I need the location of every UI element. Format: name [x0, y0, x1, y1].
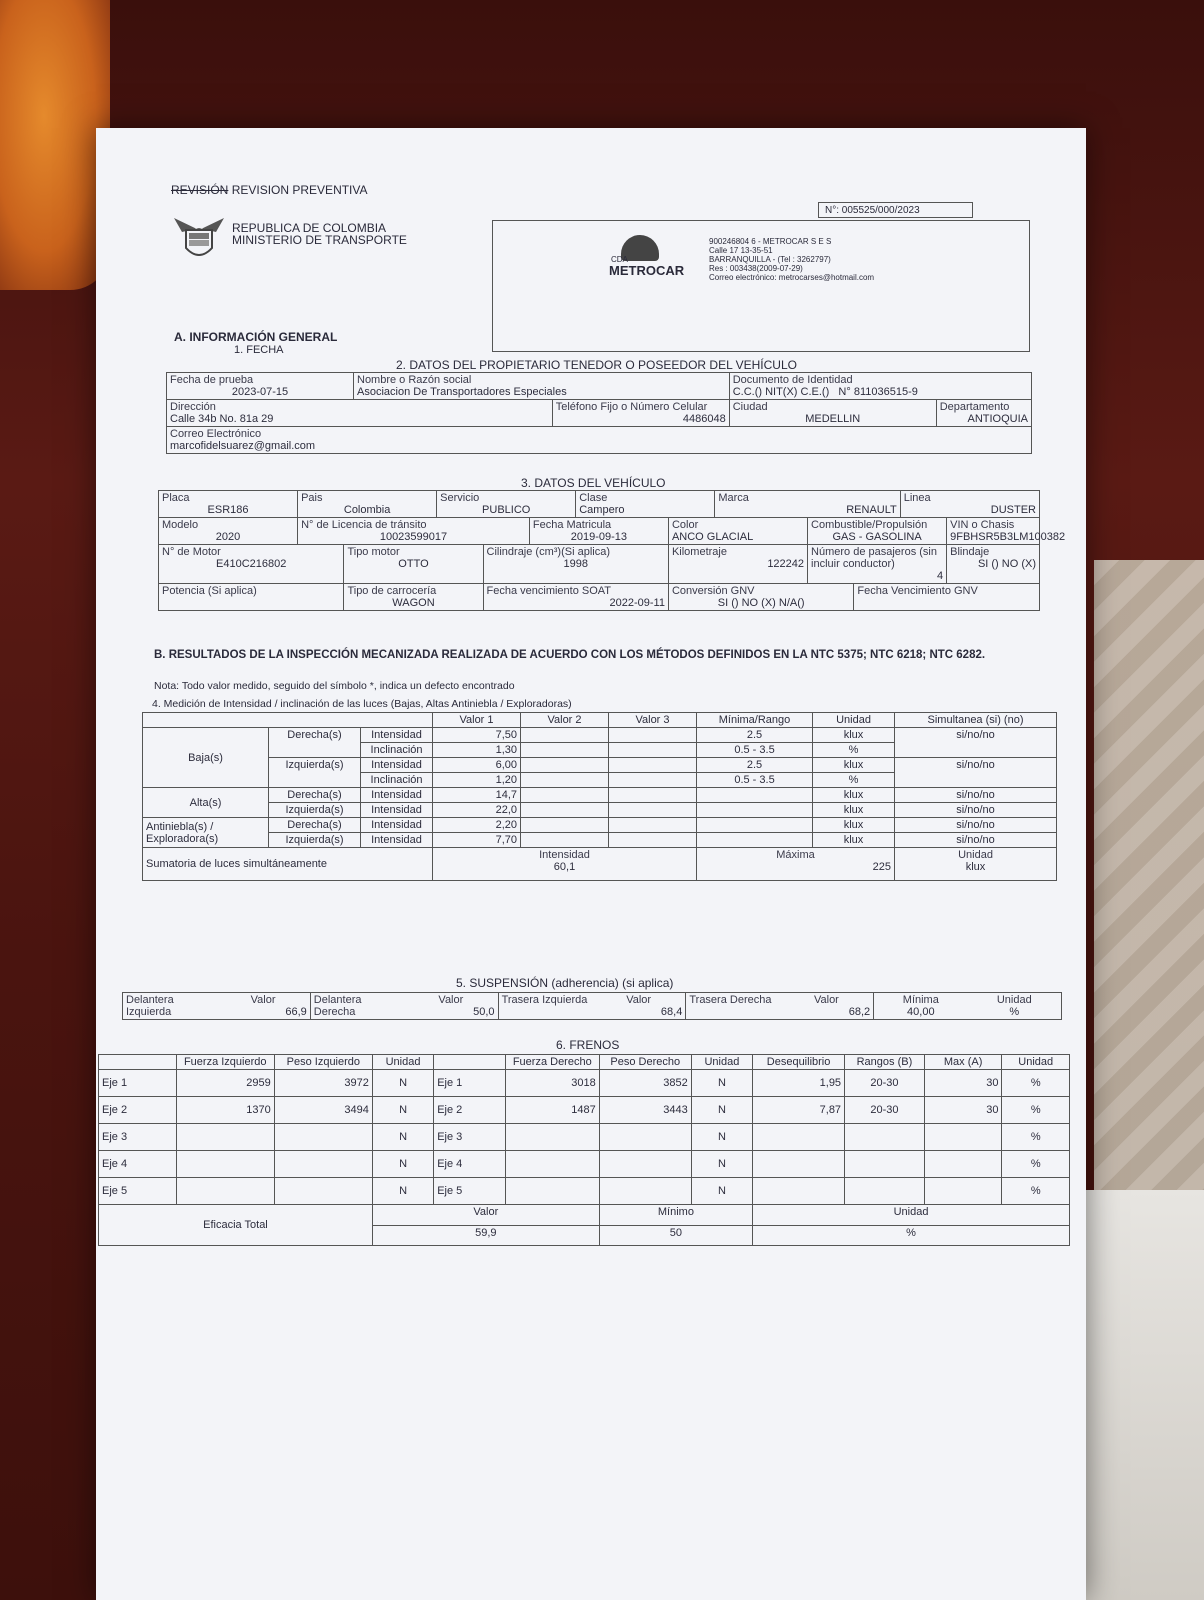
light-value: 6,00: [433, 758, 521, 773]
brake-cell-u1: N: [372, 1151, 433, 1178]
susp-min-label: Mínima: [902, 994, 939, 1006]
light-side: Derecha(s): [269, 728, 361, 758]
cilindraje-label: Cilindraje (cm³)(Si aplica): [486, 546, 610, 558]
combustible-label: Combustible/Propulsión: [811, 519, 928, 531]
gnv-label: Conversión GNV: [671, 585, 755, 597]
light-sim: si/no/no: [895, 803, 1057, 818]
frenos-header: Unidad: [1002, 1055, 1070, 1070]
light-type: Intensidad: [361, 833, 433, 848]
light-type: Inclinación: [361, 773, 433, 788]
revision-title: [171, 183, 368, 197]
brake-cell-eje2: Eje 3: [434, 1124, 506, 1151]
brake-cell-max: [924, 1178, 1002, 1205]
ministry-header: [232, 222, 407, 246]
soat-label: Fecha vencimiento SOAT: [486, 585, 612, 597]
ciudad-value: MEDELLIN: [805, 413, 861, 425]
eficacia-label: Eficacia Total: [99, 1205, 373, 1246]
brand-name: METROCAR: [609, 263, 685, 278]
modelo-value: 2020: [215, 531, 241, 543]
owner-title: 2. DATOS DEL PROPIETARIO TENEDOR O POSEEDOR DEL VEHÍCULO: [396, 358, 797, 372]
tipo-motor-label: Tipo motor: [347, 546, 400, 558]
servicio-value: PUBLICO: [482, 504, 531, 516]
doc-number: N° 811036515-9: [838, 386, 918, 398]
table-row: [143, 788, 1057, 803]
marca-label: Marca: [718, 492, 749, 504]
carroceria-value: WAGON: [392, 597, 435, 609]
light-unit: %: [813, 743, 895, 758]
brake-cell-pd: [599, 1151, 691, 1178]
light-side: Derecha(s): [269, 788, 361, 803]
vehicle-title: 3. DATOS DEL VEHÍCULO: [521, 476, 666, 490]
revision-label: REVISION PREVENTIVA: [231, 183, 368, 197]
linea-label: Linea: [903, 492, 931, 504]
susp-val-label: Valor: [626, 994, 652, 1006]
sum-int-label: Intensidad: [539, 849, 590, 861]
light-type: Intensidad: [361, 803, 433, 818]
kilometraje-label: Kilometraje: [671, 546, 727, 558]
eficacia-unit-label: Unidad: [753, 1205, 1070, 1226]
susp-label: Delantera Derecha: [313, 994, 362, 1018]
brake-cell-max: 30: [924, 1097, 1002, 1124]
lights-header: Simultanea (si) (no): [895, 713, 1057, 728]
section-a-title: A. INFORMACIÓN GENERAL: [174, 330, 338, 344]
table-row: [143, 758, 1057, 773]
table-row: [143, 848, 1057, 881]
brake-cell-pd: [599, 1178, 691, 1205]
brake-cell-eje: Eje 2: [99, 1097, 177, 1124]
tipo-motor-value: OTTO: [398, 558, 429, 570]
light-value: 1,30: [433, 743, 521, 758]
light-min: 0.5 - 3.5: [697, 743, 813, 758]
brake-cell-pd: [599, 1124, 691, 1151]
frenos-header: Fuerza Izquierdo: [176, 1055, 274, 1070]
frenos-header: Peso Izquierdo: [274, 1055, 372, 1070]
light-value: 7,50: [433, 728, 521, 743]
suspension-table: [122, 992, 1062, 1020]
brake-cell-fi: [176, 1151, 274, 1178]
susp-unit-value: %: [1009, 1006, 1020, 1018]
light-value: 22,0: [433, 803, 521, 818]
gnv-value: SI () NO (X) N/A(): [717, 597, 805, 609]
light-type: Intensidad: [361, 728, 433, 743]
cilindraje-value: 1998: [563, 558, 588, 570]
light-type: Intensidad: [361, 788, 433, 803]
fecha-matricula-label: Fecha Matricula: [532, 519, 612, 531]
lights-header: Mínima/Rango: [697, 713, 813, 728]
brake-cell-u2: N: [691, 1124, 752, 1151]
suspension-title: 5. SUSPENSIÓN (adherencia) (si aplica): [456, 976, 674, 990]
frenos-header: Max (A): [924, 1055, 1002, 1070]
company-line: Calle 17 13-35-51: [709, 246, 773, 255]
light-side: Izquierda(s): [269, 833, 361, 848]
table-row: [143, 728, 1057, 743]
republic-name: REPUBLICA DE COLOMBIA: [232, 221, 387, 235]
inspection-document: [96, 128, 1086, 1600]
frenos-table: [98, 1054, 1070, 1246]
coat-of-arms-icon: [170, 208, 228, 264]
light-value: 14,7: [433, 788, 521, 803]
brake-cell-fd: [505, 1151, 599, 1178]
marca-value: RENAULT: [846, 504, 897, 516]
brake-cell-u2: N: [691, 1097, 752, 1124]
brake-cell-max: [924, 1151, 1002, 1178]
departamento-label: Departamento: [939, 401, 1010, 413]
brake-cell-pd: 3852: [599, 1070, 691, 1097]
general-info-table: [166, 372, 1032, 454]
fecha-value: 2023-07-15: [231, 386, 289, 398]
brake-cell-u1: N: [372, 1097, 433, 1124]
light-sim: si/no/no: [895, 833, 1057, 848]
brake-cell-u2: N: [691, 1151, 752, 1178]
lights-title: 4. Medición de Intensidad / inclinación de las luces (Bajas, Altas Antiniebla / Exploradoras): [152, 698, 572, 710]
company-line: Correo electrónico: metrocarses@hotmail.com: [709, 273, 875, 282]
light-sim: si/no/no: [895, 758, 1057, 788]
fecha-title: 1. FECHA: [234, 344, 284, 356]
correo-value: marcofidelsuarez@gmail.com: [170, 440, 316, 452]
correo-label: Correo Electrónico: [170, 428, 262, 440]
placa-value: ESR186: [207, 504, 249, 516]
light-type: Intensidad: [361, 818, 433, 833]
fecha-label: Fecha de prueba: [170, 374, 254, 386]
light-type: Inclinación: [361, 743, 433, 758]
brake-cell-eje: Eje 4: [99, 1151, 177, 1178]
frenos-header: Unidad: [372, 1055, 433, 1070]
nombre-label: Nombre o Razón social: [357, 374, 472, 386]
table-row: [143, 803, 1057, 818]
light-sim: si/no/no: [895, 788, 1057, 803]
brake-cell-des: [753, 1178, 845, 1205]
brake-cell-eje: Eje 3: [99, 1124, 177, 1151]
clase-label: Clase: [579, 492, 608, 504]
sum-max-label: Máxima: [776, 849, 815, 861]
table-row: [99, 1124, 1070, 1151]
brake-cell-rango: 20-30: [845, 1070, 925, 1097]
lights-header: Valor 3: [609, 713, 697, 728]
light-min: 2.5: [697, 728, 813, 743]
pais-value: Colombia: [343, 504, 391, 516]
background-object: [0, 0, 110, 290]
vin-value: 9FBHSR5B3LM100382: [950, 531, 1066, 543]
brake-cell-fi: [176, 1124, 274, 1151]
fecha-matricula-value: 2019-09-13: [570, 531, 628, 543]
company-line: BARRANQUILLA - (Tel : 3262797): [709, 255, 831, 264]
susp-label: Trasera Derecha: [689, 994, 772, 1006]
sum-unit-label: Unidad: [958, 849, 993, 861]
light-min: 2.5: [697, 758, 813, 773]
background-surface: [1074, 1190, 1204, 1600]
brake-cell-u3: %: [1002, 1070, 1070, 1097]
brake-cell-pi: 3494: [274, 1097, 372, 1124]
light-side: Izquierda(s): [269, 758, 361, 788]
table-row: [143, 818, 1057, 833]
susp-label: Trasera Izquierda: [501, 994, 588, 1006]
frenos-header: Desequilibrio: [753, 1055, 845, 1070]
lights-table: [142, 712, 1057, 881]
table-row: [99, 1205, 1070, 1226]
sum-label: Sumatoria de luces simultáneamente: [143, 848, 433, 881]
sum-unit-value: klux: [965, 861, 986, 873]
nombre-value: Asociacion De Transportadores Especiales: [357, 386, 567, 398]
revision-strike: REVISIÓN: [171, 183, 229, 197]
table-row: [143, 833, 1057, 848]
potencia-label: Potencia (Si aplica): [162, 585, 257, 597]
susp-value: 68,4: [660, 1006, 683, 1018]
table-row: [99, 1097, 1070, 1124]
brake-cell-u1: N: [372, 1124, 433, 1151]
susp-unit-label: Unidad: [996, 994, 1032, 1006]
company-box: [492, 220, 1030, 352]
company-line: Res : 003438(2009-07-29): [709, 264, 803, 273]
background-floor: [1094, 560, 1204, 1200]
group-baja: Baja(s): [143, 728, 269, 788]
eficacia-min-value: 50: [599, 1225, 752, 1246]
sum-int-value: 60,1: [553, 861, 576, 873]
brake-cell-rango: [845, 1178, 925, 1205]
light-sim: si/no/no: [895, 728, 1057, 758]
light-value: 2,20: [433, 818, 521, 833]
lights-header: Valor 1: [433, 713, 521, 728]
light-value: 1,20: [433, 773, 521, 788]
doc-options: C.C.() NIT(X) C.E.(): [732, 386, 830, 398]
susp-val-label: Valor: [813, 994, 839, 1006]
brake-cell-eje2: Eje 2: [434, 1097, 506, 1124]
pasajeros-value: 4: [936, 570, 944, 582]
fecha-gnv-label: Fecha Vencimiento GNV: [857, 585, 978, 597]
brake-cell-max: 30: [924, 1070, 1002, 1097]
susp-label: Delantera Izquierda: [126, 994, 174, 1018]
brake-cell-fd: [505, 1124, 599, 1151]
brake-cell-fi: 1370: [176, 1097, 274, 1124]
brake-cell-u1: N: [372, 1178, 433, 1205]
company-line: 900246804 6 - METROCAR S E S: [709, 237, 832, 246]
light-unit: klux: [813, 818, 895, 833]
brake-cell-eje: Eje 5: [99, 1178, 177, 1205]
light-unit: klux: [813, 803, 895, 818]
brake-cell-des: [753, 1124, 845, 1151]
brake-cell-u3: %: [1002, 1124, 1070, 1151]
brake-cell-fi: 2959: [176, 1070, 274, 1097]
susp-value: 68,2: [848, 1006, 871, 1018]
servicio-label: Servicio: [440, 492, 480, 504]
frenos-title: 6. FRENOS: [556, 1038, 620, 1052]
susp-val-label: Valor: [438, 994, 464, 1006]
direccion-value: Calle 34b No. 81a 29: [170, 413, 274, 425]
placa-label: Placa: [162, 492, 190, 504]
susp-val-label: Valor: [250, 994, 276, 1006]
pasajeros-label: Número de pasajeros (sin incluir conductor): [811, 546, 937, 570]
brake-cell-eje2: Eje 4: [434, 1151, 506, 1178]
brake-cell-u1: N: [372, 1070, 433, 1097]
table-row: [99, 1178, 1070, 1205]
licencia-value: 10023599017: [379, 531, 448, 543]
motor-value: E410C216802: [216, 558, 287, 570]
brake-cell-pi: [274, 1178, 372, 1205]
color-label: Color: [671, 519, 699, 531]
brake-cell-fd: 3018: [505, 1070, 599, 1097]
blindaje-value: SI () NO (X): [977, 558, 1036, 570]
brake-cell-pi: 3972: [274, 1070, 372, 1097]
sum-max-value: 225: [872, 861, 892, 873]
ciudad-label: Ciudad: [732, 401, 768, 413]
licencia-label: N° de Licencia de tránsito: [301, 519, 427, 531]
soat-value: 2022-09-11: [609, 597, 665, 609]
brake-cell-rango: [845, 1124, 925, 1151]
document-number: N°: 005525/000/2023: [818, 202, 973, 218]
light-unit: klux: [813, 833, 895, 848]
brake-cell-rango: [845, 1151, 925, 1178]
table-row: [123, 993, 1062, 1020]
motor-label: N° de Motor: [162, 546, 221, 558]
frenos-header: Fuerza Derecho: [505, 1055, 599, 1070]
brake-cell-rango: 20-30: [845, 1097, 925, 1124]
susp-value: 50,0: [473, 1006, 495, 1018]
susp-value: 66,9: [285, 1006, 307, 1018]
eficacia-val-label: Valor: [372, 1205, 599, 1226]
light-min: 0.5 - 3.5: [697, 773, 813, 788]
brake-cell-fi: [176, 1178, 274, 1205]
susp-min-value: 40,00: [907, 1006, 935, 1018]
combustible-value: GAS - GASOLINA: [832, 531, 922, 543]
brake-cell-des: 1,95: [753, 1070, 845, 1097]
telefono-label: Teléfono Fijo o Número Celular: [555, 401, 708, 413]
telefono-value: 4486048: [682, 413, 726, 425]
pais-label: Pais: [301, 492, 323, 504]
brand-cda: CDA: [611, 255, 628, 264]
brake-cell-u2: N: [691, 1178, 752, 1205]
brake-cell-pi: [274, 1151, 372, 1178]
ministry-name: MINISTERIO DE TRANSPORTE: [232, 233, 407, 247]
light-side: Derecha(s): [269, 818, 361, 833]
brake-cell-pd: 3443: [599, 1097, 691, 1124]
eficacia-unit-value: %: [753, 1225, 1070, 1246]
brake-cell-fd: [505, 1178, 599, 1205]
table-row: [99, 1070, 1070, 1097]
brake-cell-eje2: Eje 1: [434, 1070, 506, 1097]
light-unit: klux: [813, 728, 895, 743]
light-sim: si/no/no: [895, 818, 1057, 833]
brake-cell-eje: Eje 1: [99, 1070, 177, 1097]
section-b-title: B. RESULTADOS DE LA INSPECCIÓN MECANIZADA REALIZADA DE ACUERDO CON LOS MÉTODOS DEFINIDOS EN LA NTC 5375; NTC 6218; NTC 6282.: [154, 649, 986, 661]
brake-cell-des: 7,87: [753, 1097, 845, 1124]
blindaje-label: Blindaje: [950, 546, 990, 558]
color-value: ANCO GLACIAL: [671, 531, 754, 543]
brake-cell-max: [924, 1124, 1002, 1151]
brake-cell-pi: [274, 1124, 372, 1151]
frenos-header: Peso Derecho: [599, 1055, 691, 1070]
frenos-header: Rangos (B): [845, 1055, 925, 1070]
brake-cell-eje2: Eje 5: [434, 1178, 506, 1205]
light-unit: %: [813, 773, 895, 788]
frenos-header: Unidad: [691, 1055, 752, 1070]
lights-header: Unidad: [813, 713, 895, 728]
departamento-value: ANTIOQUIA: [967, 413, 1028, 425]
direccion-label: Dirección: [170, 401, 216, 413]
brake-cell-u3: %: [1002, 1151, 1070, 1178]
brake-cell-u3: %: [1002, 1097, 1070, 1124]
lights-header: Valor 2: [521, 713, 609, 728]
brake-cell-fd: 1487: [505, 1097, 599, 1124]
kilometraje-value: 122242: [767, 558, 805, 570]
clase-value: Campero: [579, 504, 625, 516]
modelo-label: Modelo: [162, 519, 199, 531]
brake-cell-des: [753, 1151, 845, 1178]
vin-label: VIN o Chasis: [950, 519, 1015, 531]
light-unit: klux: [813, 788, 895, 803]
group-antiniebla: Antiniebla(s) / Exploradora(s): [143, 818, 269, 848]
light-type: Intensidad: [361, 758, 433, 773]
light-side: Izquierda(s): [269, 803, 361, 818]
table-row: [99, 1151, 1070, 1178]
vehicle-table: [158, 490, 1066, 611]
group-alta: Alta(s): [143, 788, 269, 818]
section-b-note: Nota: Todo valor medido, seguido del símbolo *, indica un defecto encontrado: [154, 680, 515, 692]
brake-cell-u3: %: [1002, 1178, 1070, 1205]
brake-cell-u2: N: [691, 1070, 752, 1097]
carroceria-label: Tipo de carrocería: [347, 585, 437, 597]
company-info: [709, 237, 874, 282]
eficacia-min-label: Mínimo: [599, 1205, 752, 1226]
light-unit: klux: [813, 758, 895, 773]
doc-label: Documento de Identidad: [732, 374, 853, 386]
linea-value: DUSTER: [990, 504, 1036, 516]
eficacia-value: 59,9: [372, 1225, 599, 1246]
light-value: 7,70: [433, 833, 521, 848]
